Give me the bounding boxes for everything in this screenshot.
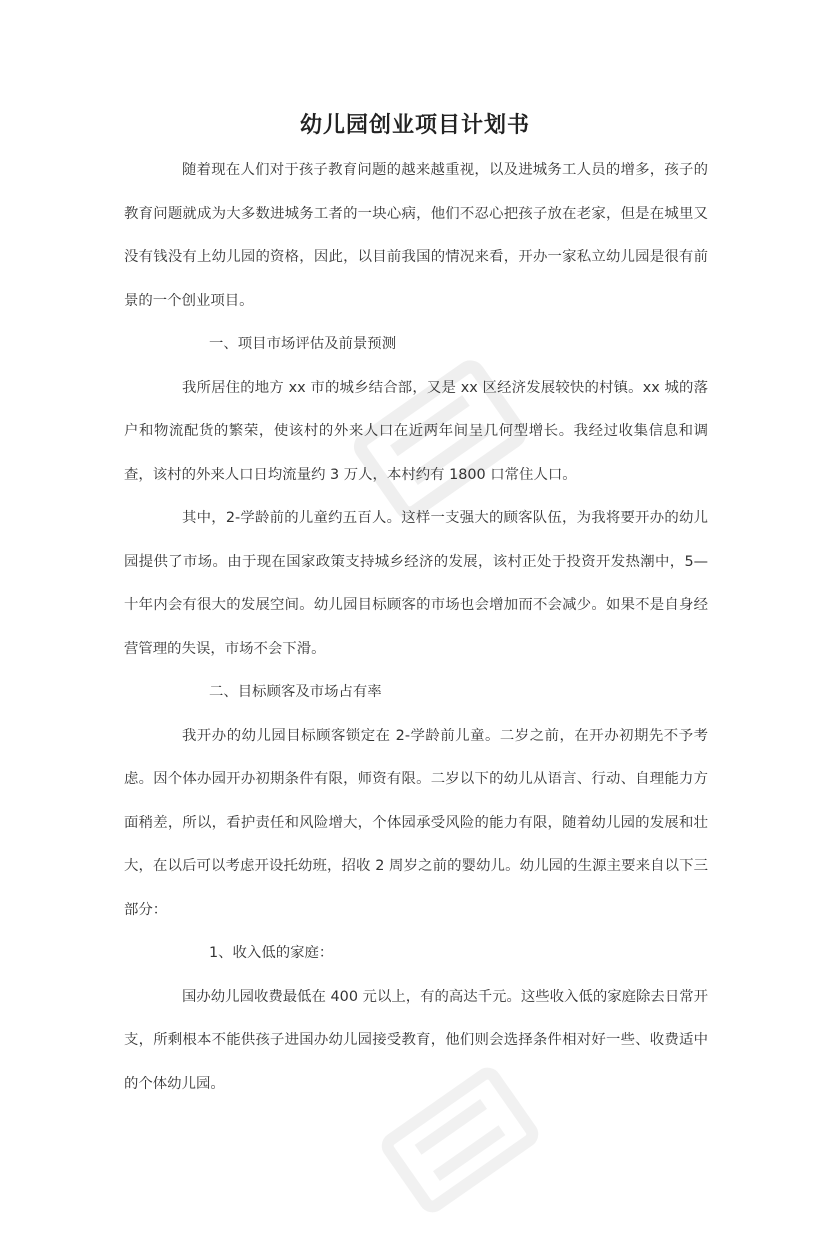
paragraph-children: 其中，2-学龄前的儿童约五百人。这样一支强大的顾客队伍，为我将要开办的幼儿园提供了市场。由于现在国家政策支持城乡经济的发展，该村正处于投资开发热潮中，5—十年内会有很大的发展空间。幼儿园目标顾客的市场也会增加而不会减少。如果不是自身经营管理的失误，市场不会下滑。 (124, 510, 708, 657)
paragraph-target: 我开办的幼儿园目标顾客锁定在 2-学龄前儿童。二岁之前，在开办初期先不予考虑。因个体办园开办初期条件有限，师资有限。二岁以下的幼儿从语言、行动、自理能力方面稍差，所以，看护责任和风险增大，个体园承受风险的能力有限，随着幼儿园的发展和壮大，在以后可以考虑开设托幼班，招收 2 周岁之前的婴幼儿。幼儿园的生源主要来自以下三部分： (124, 727, 708, 918)
document-body (124, 149, 708, 1106)
paragraph-intro: 随着现在人们对于孩子教育问题的越来越重视，以及进城务工人员的增多，孩子的教育问题就成为大多数进城务工者的一块心病，他们不忍心把孩子放在老家，但是在城里又没有钱没有上幼儿园的资格，因此，以目前我国的情况来看，开办一家私立幼儿园是很有前景的一个创业项目。 (124, 162, 708, 309)
paragraph-fees: 国办幼儿园收费最低在 400 元以上，有的高达千元。这些收入低的家庭除去日常开支，所剩根本不能供孩子进国办幼儿园接受教育，他们则会选择条件相对好一些、收费适中的个体幼儿园。 (124, 988, 708, 1092)
subheading-low-income: 1、收入低的家庭： (209, 945, 334, 961)
document-title: 幼儿园创业项目计划书 (299, 113, 530, 138)
section-heading-customers: 二、目标顾客及市场占有率 (209, 684, 382, 700)
section-heading-market: 一、项目市场评估及前景预测 (209, 336, 397, 352)
paragraph-location: 我所居住的地方 xx 市的城乡结合部，又是 xx 区经济发展较快的村镇。xx 城的落户和物流配货的繁荣，使该村的外来人口在近两年间呈几何型增长。我经过收集信息和调查，该村的外来人口日均流量约 3 万人，本村约有 1800 口常住人口。 (124, 379, 708, 483)
